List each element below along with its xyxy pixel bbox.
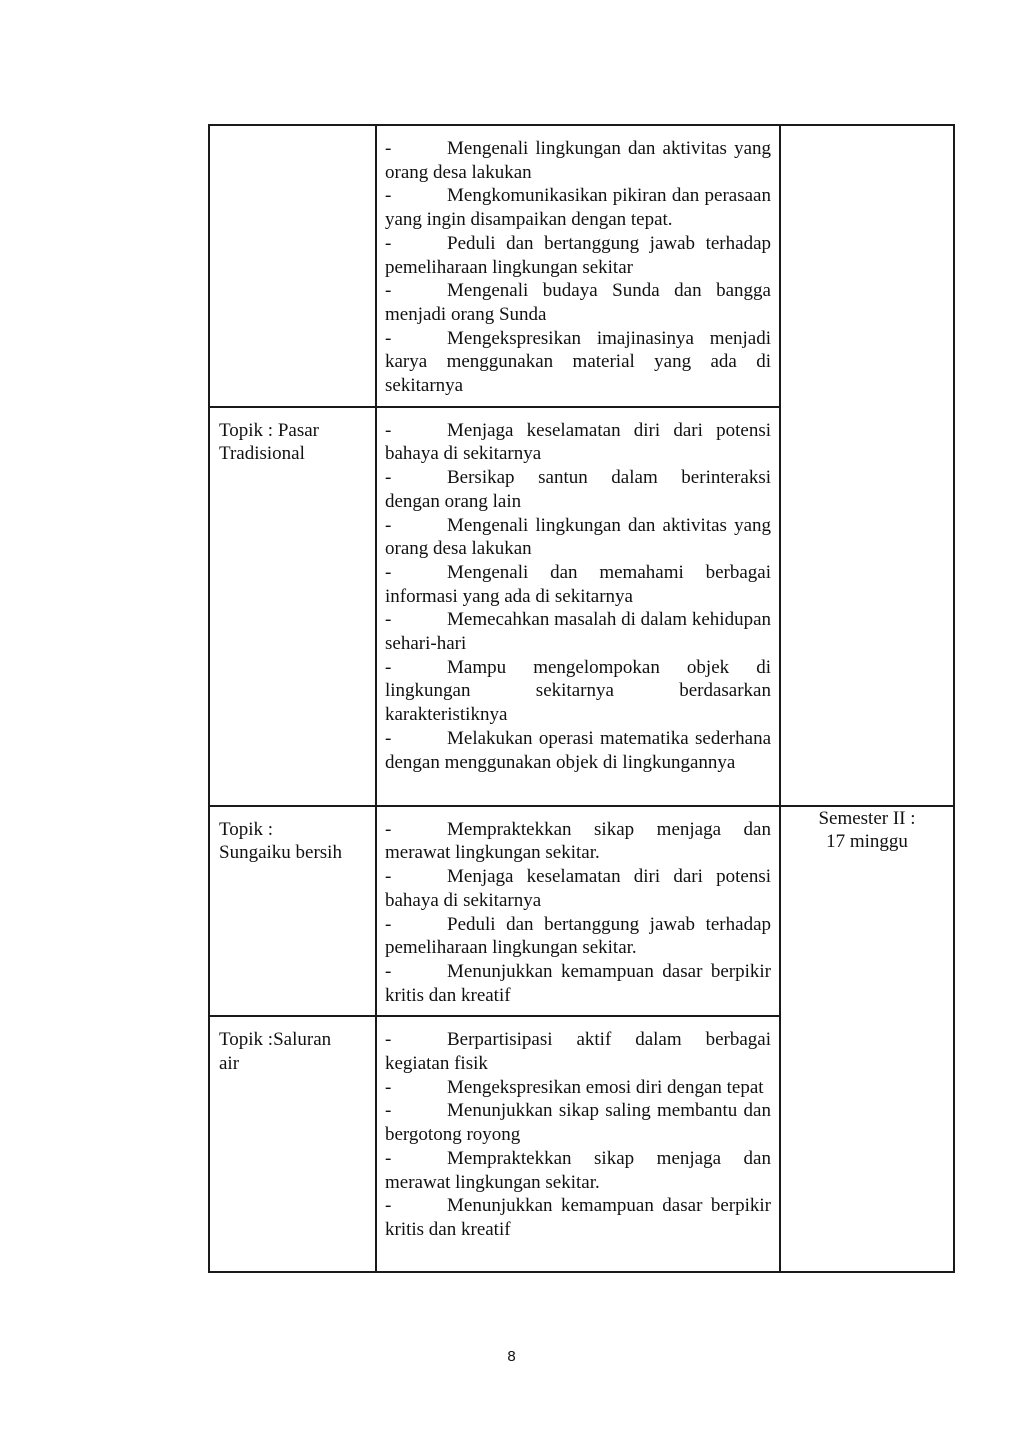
- bullet-dash: -: [385, 467, 392, 489]
- list-item-text: Mempraktekkan sikap menjaga dan merawat lingkungan sekitar.: [385, 818, 771, 864]
- list-item-text: Mengenali dan memahami berbagai informasi yang ada di sekitarnya: [385, 561, 771, 607]
- list-item-text: Menunjukkan kemampuan dasar berpikir kritis dan kreatif: [385, 960, 771, 1006]
- list-item-text: Mampu mengelompokan objek di lingkungan sekitarnya berdasarkan karakteristiknya: [385, 656, 771, 726]
- list-item: [385, 608, 771, 655]
- list-item-text: Peduli dan bertanggung jawab terhadap pemeliharaan lingkungan sekitar.: [385, 913, 771, 959]
- list-item: [385, 327, 771, 398]
- list-item-text: Mengkomunikasikan pikiran dan perasaan yang ingin disampaikan dengan tepat.: [385, 185, 771, 231]
- list-item-text: Berpartisipasi aktif dalam berbagai kegiatan fisik: [385, 1029, 771, 1075]
- content-cell: [376, 407, 780, 806]
- bullet-dash: -: [385, 609, 392, 631]
- bullet-dash: -: [385, 185, 392, 207]
- bullet-dash: -: [385, 960, 392, 982]
- list-item-text: Mempraktekkan sikap menjaga dan merawat lingkungan sekitar.: [385, 1147, 771, 1193]
- list-item: [385, 1099, 771, 1146]
- semester-duration: 17 minggu: [826, 831, 908, 853]
- list-item: [385, 1147, 771, 1194]
- bullet-dash: -: [385, 138, 392, 159]
- topic-label: Tradisional: [219, 443, 305, 465]
- list-item-text: Memecahkan masalah di dalam kehidupan sehari-hari: [385, 609, 771, 655]
- bullet-dash: -: [385, 1029, 392, 1051]
- bullet-dash: -: [385, 727, 392, 749]
- list-item-text: Mengenali budaya Sunda dan bangga menjadi orang Sunda: [385, 280, 771, 325]
- bullet-dash: -: [385, 1195, 392, 1217]
- bullet-dash: -: [385, 818, 392, 840]
- table-row: [209, 125, 954, 407]
- list-item-text: Bersikap santun dalam berinteraksi dengan orang lain: [385, 467, 771, 512]
- list-item-text: Mengenali lingkungan dan aktivitas yang orang desa lakukan: [385, 138, 771, 183]
- topic-cell: [209, 1016, 376, 1272]
- list-item: [385, 419, 771, 466]
- list-item: [385, 1076, 771, 1100]
- list-item: [385, 184, 771, 231]
- list-item: [385, 656, 771, 727]
- topic-cell: [209, 806, 376, 1017]
- list-item: [385, 561, 771, 608]
- list-item: [385, 232, 771, 279]
- bullet-dash: -: [385, 656, 392, 678]
- bullet-dash: -: [385, 1076, 392, 1098]
- list-item-text: Mengekspresikan imajinasinya menjadi karya menggunakan material yang ada di sekitarnya: [385, 327, 771, 397]
- bullet-dash: -: [385, 1147, 392, 1169]
- list-item: [385, 865, 771, 912]
- topic-cell: [209, 407, 376, 806]
- list-item-text: Melakukan operasi matematika sederhana dengan menggunakan objek di lingkungannya: [385, 727, 771, 773]
- list-item-text: Menunjukkan kemampuan dasar berpikir kritis dan kreatif: [385, 1195, 771, 1240]
- list-item-text: Mengenali lingkungan dan aktivitas yang orang desa lakukan: [385, 514, 771, 560]
- list-item-text: Menjaga keselamatan diri dari potensi bahaya di sekitarnya: [385, 866, 771, 911]
- topic-cell: [209, 125, 376, 407]
- table-row: [209, 806, 954, 1017]
- semester-cell-empty: [780, 125, 954, 806]
- bullet-dash: -: [385, 561, 392, 583]
- page-number: 8: [507, 1348, 516, 1365]
- bullet-dash: -: [385, 280, 392, 302]
- content-cell: [376, 125, 780, 407]
- list-item-text: Menunjukkan sikap saling membantu dan bergotong royong: [385, 1100, 771, 1146]
- list-item: [385, 1028, 771, 1075]
- list-item: [385, 1194, 771, 1241]
- topic-label: air: [219, 1053, 240, 1075]
- bullet-dash: -: [385, 327, 392, 349]
- list-item: [385, 727, 771, 774]
- list-item: [385, 960, 771, 1007]
- list-item: [385, 913, 771, 960]
- topic-label: Topik : Pasar: [219, 419, 319, 441]
- list-item-text: Peduli dan bertanggung jawab terhadap pemeliharaan lingkungan sekitar: [385, 232, 771, 278]
- bullet-dash: -: [385, 232, 392, 254]
- bullet-dash: -: [385, 514, 392, 536]
- topic-label: Topik :: [219, 818, 274, 840]
- list-item: [385, 466, 771, 513]
- list-item-text: Mengekspresikan emosi diri dengan tepat: [447, 1076, 764, 1098]
- list-item: [385, 279, 771, 326]
- semester-cell: [780, 806, 954, 1273]
- content-cell: [376, 1016, 780, 1272]
- topic-label: Sungaiku bersih: [219, 842, 342, 864]
- list-item: [385, 137, 771, 184]
- content-cell: [376, 806, 780, 1017]
- list-item: [385, 514, 771, 561]
- bullet-dash: -: [385, 866, 392, 888]
- bullet-dash: -: [385, 419, 392, 441]
- topic-label: Topik :Saluran: [219, 1029, 332, 1051]
- list-item: [385, 818, 771, 865]
- curriculum-table: [208, 124, 955, 1273]
- semester-label: Semester II :: [818, 807, 916, 829]
- bullet-dash: -: [385, 1100, 392, 1122]
- list-item-text: Menjaga keselamatan diri dari potensi bahaya di sekitarnya: [385, 419, 771, 465]
- bullet-dash: -: [385, 913, 392, 935]
